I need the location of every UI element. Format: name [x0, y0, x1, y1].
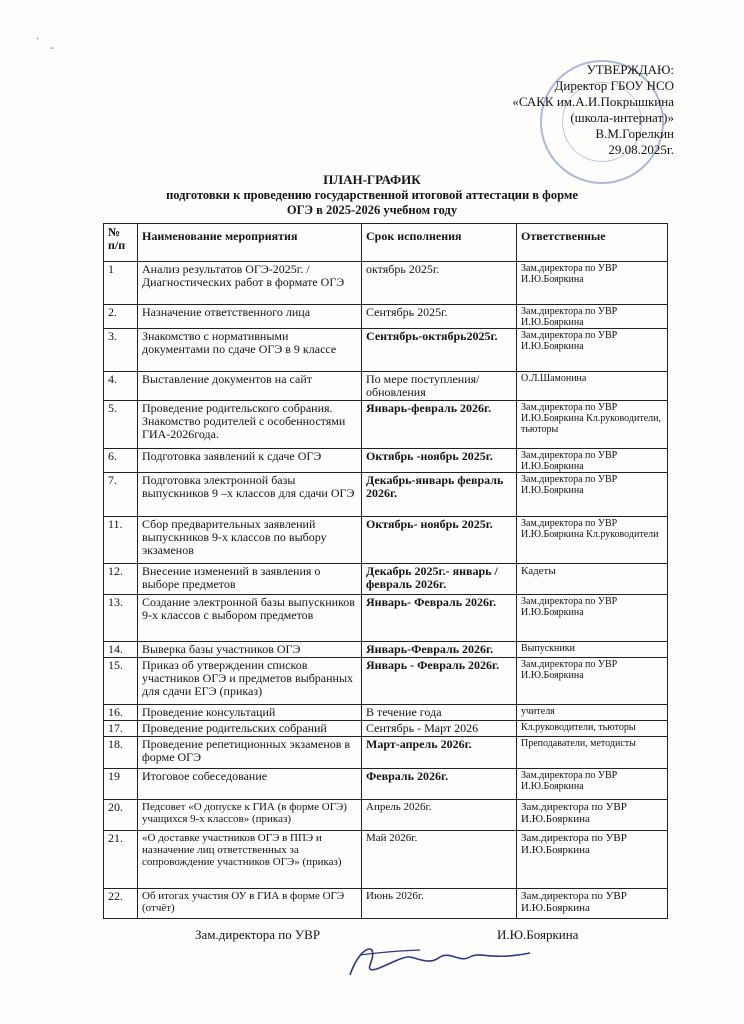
row-date: В течение года — [362, 705, 517, 721]
row-name: Приказ об утверждении списков участников ОГЭ и предметов выбранных для сдачи ЕГЭ (приказ) — [138, 658, 362, 705]
title-subtitle: подготовки к проведению государственной итоговой аттестации в форме — [166, 188, 578, 202]
row-date: Май 2026г. — [362, 831, 517, 889]
table-row — [104, 305, 668, 329]
row-num: 14. — [104, 642, 138, 658]
row-responsible: Зам.директора по УВР И.Ю.Бояркина — [517, 329, 668, 372]
table-row — [104, 658, 668, 705]
approval-line: Директор ГБОУ НСО — [554, 78, 674, 93]
row-responsible: Выпускники — [517, 642, 668, 658]
row-num: 5. — [104, 401, 138, 449]
row-name: Создание электронной базы выпускников 9-х классов с выбором предметов — [138, 595, 362, 642]
row-name: Проведение родительского собрания. Знакомство родителей с особенностями ГИА-2026года. — [138, 401, 362, 449]
row-responsible: учителя — [517, 705, 668, 721]
row-name: Внесение изменений в заявления о выборе предметов — [138, 564, 362, 595]
row-name: Назначение ответственного лица — [138, 305, 362, 329]
row-responsible: Зам.директора по УВР И.Ю.Бояркина — [517, 449, 668, 473]
row-responsible: Кл.руководители, тьюторы — [517, 721, 668, 737]
table-row — [104, 401, 668, 449]
row-responsible: Зам.директора по УВР И.Ю.Бояркина — [517, 262, 668, 305]
row-num: 7. — [104, 473, 138, 517]
row-num: 17. — [104, 721, 138, 737]
row-date: Октябрь- ноябрь 2025г. — [362, 517, 517, 564]
handwritten-signature — [340, 935, 540, 985]
approval-line: В.М.Горелкин — [595, 126, 674, 141]
row-name: Итоговое собеседование — [138, 769, 362, 800]
row-date: По мере поступления/обновления — [362, 372, 517, 401]
approval-line: «САКК им.А.И.Покрышкина — [512, 94, 674, 109]
row-responsible: Зам.директора по УВР И.Ю.Бояркина — [517, 595, 668, 642]
row-name: Сбор предварительных заявлений выпускников 9-х классов по выбору экзаменов — [138, 517, 362, 564]
table-row — [104, 642, 668, 658]
row-date: Сентябрь - Март 2026 — [362, 721, 517, 737]
row-name: Проведение консультаций — [138, 705, 362, 721]
row-num: 1 — [104, 262, 138, 305]
plan-table — [103, 223, 668, 919]
row-name: Анализ результатов ОГЭ-2025г. /Диагностических работ в формате ОГЭ — [138, 262, 362, 305]
row-num: 20. — [104, 800, 138, 831]
row-date: Октябрь -ноябрь 2025г. — [362, 449, 517, 473]
row-num: 2. — [104, 305, 138, 329]
table-row — [104, 831, 668, 889]
title-year: ОГЭ в 2025-2026 учебном году — [286, 203, 458, 217]
row-num: 18. — [104, 737, 138, 769]
approval-line: 29.08.2025г. — [608, 142, 674, 157]
row-num: 13. — [104, 595, 138, 642]
row-num: 3. — [104, 329, 138, 372]
row-date: Сентябрь-октябрь2025г. — [362, 329, 517, 372]
row-num: 22. — [104, 889, 138, 919]
approval-line: (школа-интернат)» — [570, 110, 674, 125]
row-date: Декабрь 2025г.- январь /февраль 2026г. — [362, 564, 517, 595]
row-responsible: Зам.директора по УВР И.Ю.Бояркина — [517, 889, 668, 919]
row-responsible: Преподаватели, методисты — [517, 737, 668, 769]
table-row — [104, 800, 668, 831]
table-row — [104, 595, 668, 642]
row-name: Выверка базы участников ОГЭ — [138, 642, 362, 658]
header-responsible: Ответственные — [517, 224, 668, 262]
table-row — [104, 705, 668, 721]
table-row — [104, 564, 668, 595]
row-date: Июнь 2026г. — [362, 889, 517, 919]
row-name: Об итогах участия ОУ в ГИА в форме ОГЭ (отчёт) — [138, 889, 362, 919]
row-num: 15. — [104, 658, 138, 705]
header-name: Наименование мероприятия — [138, 224, 362, 262]
row-num: 6. — [104, 449, 138, 473]
row-name: «О доставке участников ОГЭ в ППЭ и назначение лиц ответственных за сопровождение участников ОГЭ» (приказ) — [138, 831, 362, 889]
document-title — [0, 172, 744, 218]
table-row — [104, 329, 668, 372]
row-date: Январь-февраль 2026г. — [362, 401, 517, 449]
row-num: 16. — [104, 705, 138, 721]
footer-name: И.Ю.Бояркина — [497, 927, 579, 942]
row-responsible: Зам.директора по УВР И.Ю.Бояркина — [517, 800, 668, 831]
scan-mark: . — [36, 28, 39, 42]
row-num: 4. — [104, 372, 138, 401]
approval-line: УТВЕРЖДАЮ: — [586, 62, 674, 77]
table-row — [104, 262, 668, 305]
row-responsible: Зам.директора по УВР И.Ю.Бояркина Кл.руководители, тьюторы — [517, 401, 668, 449]
row-name: Проведение репетиционных экзаменов в форме ОГЭ — [138, 737, 362, 769]
table-row — [104, 737, 668, 769]
table-row — [104, 769, 668, 800]
row-responsible: Зам.директора по УВР И.Ю.Бояркина — [517, 831, 668, 889]
row-date: Февраль 2026г. — [362, 769, 517, 800]
approval-block — [474, 62, 674, 158]
row-name: Подготовка заявлений к сдаче ОГЭ — [138, 449, 362, 473]
header-date: Срок исполнения — [362, 224, 517, 262]
row-num: 21. — [104, 831, 138, 889]
row-responsible: Зам.директора по УВР И.Ю.Бояркина — [517, 769, 668, 800]
row-name: Знакомство с нормативными документами по сдаче ОГЭ в 9 классе — [138, 329, 362, 372]
row-name: Подготовка электронной базы выпускников 9 –х классов для сдачи ОГЭ — [138, 473, 362, 517]
row-num: 12. — [104, 564, 138, 595]
row-name: Проведение родительских собраний — [138, 721, 362, 737]
row-responsible: Кадеты — [517, 564, 668, 595]
row-date: Сентябрь 2025г. — [362, 305, 517, 329]
title-main: ПЛАН-ГРАФИК — [323, 172, 421, 187]
row-num: 19 — [104, 769, 138, 800]
table-row — [104, 449, 668, 473]
row-name: Выставление документов на сайт — [138, 372, 362, 401]
row-date: Январь - Февраль 2026г. — [362, 658, 517, 705]
row-date: Январь-Февраль 2026г. — [362, 642, 517, 658]
row-date: Март-апрель 2026г. — [362, 737, 517, 769]
footer-position: Зам.директора по УВР — [195, 927, 321, 942]
row-responsible: Зам.директора по УВР И.Ю.Бояркина — [517, 658, 668, 705]
row-responsible: Зам.директора по УВР И.Ю.Бояркина — [517, 473, 668, 517]
row-responsible: О.Л.Шамонина — [517, 372, 668, 401]
row-date: Декабрь-январь февраль 2026г. — [362, 473, 517, 517]
table-row — [104, 517, 668, 564]
table-row — [104, 372, 668, 401]
row-date: Апрель 2026г. — [362, 800, 517, 831]
row-responsible: Зам.директора по УВР И.Ю.Бояркина Кл.руководители — [517, 517, 668, 564]
table-header-row — [104, 224, 668, 262]
table-row — [104, 889, 668, 919]
row-name: Педсовет «О допуске к ГИА (в форме ОГЭ) учащихся 9-х классов» (приказ) — [138, 800, 362, 831]
table-row — [104, 721, 668, 737]
row-responsible: Зам.директора по УВР И.Ю.Бояркина — [517, 305, 668, 329]
row-date: Январь- Февраль 2026г. — [362, 595, 517, 642]
table-row — [104, 473, 668, 517]
row-date: октябрь 2025г. — [362, 262, 517, 305]
header-num: № п/п — [104, 224, 138, 262]
scan-mark: - — [50, 40, 54, 54]
row-num: 11. — [104, 517, 138, 564]
